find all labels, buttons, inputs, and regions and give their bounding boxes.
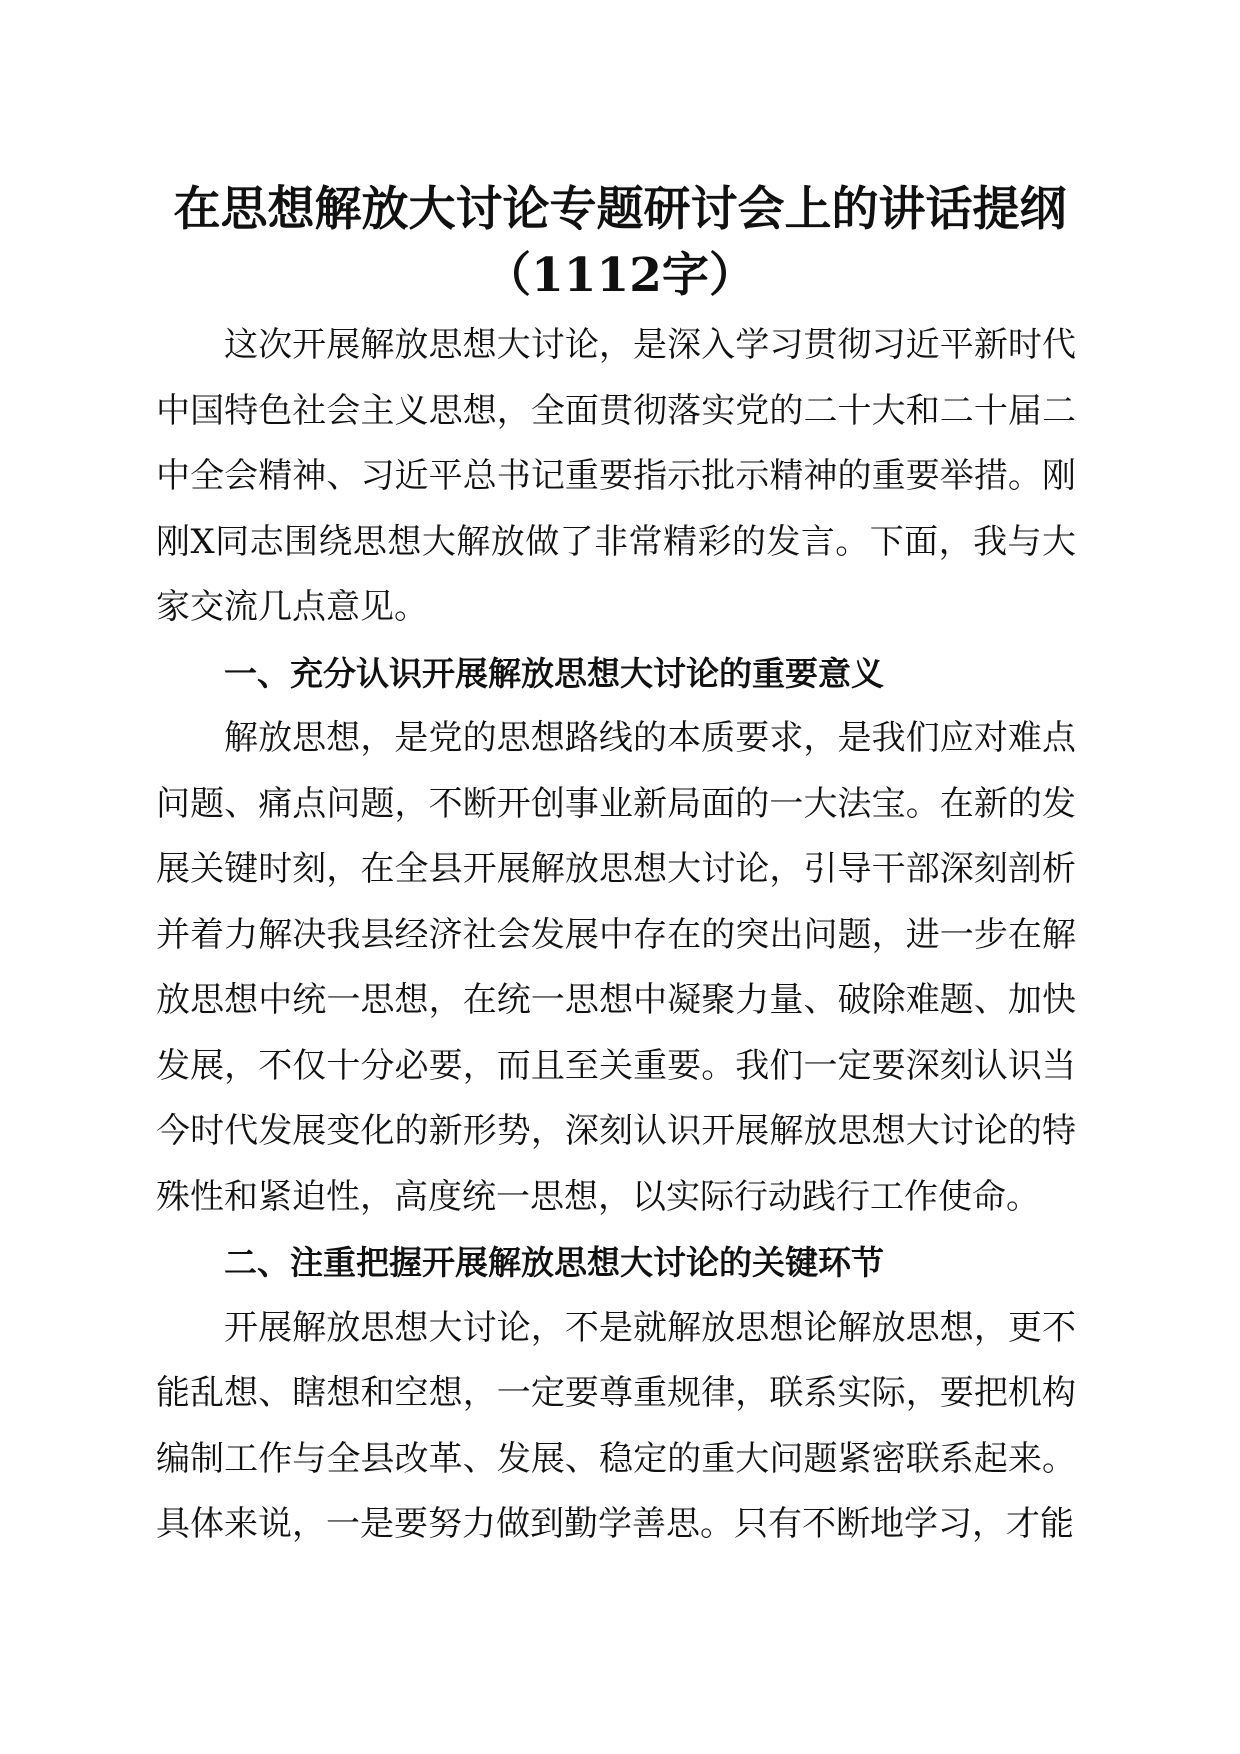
section-2-paragraph: 开展解放思想大讨论，不是就解放思想论解放思想，更不能乱想、瞎想和空想，一定要尊重规律，联系实际，要把机构编制工作与全县改革、发展、稳定的重大问题紧密联系起来。具体来说，一是要努力做到勤学善思。只有不断地学习，才能 [156,1307,1076,1544]
section-heading-2: 二、注重把握开展解放思想大讨论的关键环节 [224,1243,884,1282]
document-word-count: （1112字） [484,248,756,303]
section-heading-1: 一、充分认识开展解放思想大讨论的重要意义 [224,653,884,693]
document-title: 在思想解放大讨论专题研讨会上的讲话提纲 [173,182,1067,237]
intro-paragraph: 这次开展解放思想大讨论，是深入学习贯彻习近平新时代中国特色社会主义思想，全面贯彻落实党的二十大和二十届二中全会精神、习近平总书记重要指示批示精神的重要举措。刚刚X同志围绕思想大解放做了非常精彩的发言。下面，我与大家交流几点意见。 [156,325,1076,627]
document-body [156,313,1076,1558]
section-1-paragraph: 解放思想，是党的思想路线的本质要求，是我们应对难点问题、痛点问题，不断开创事业新局面的一大法宝。在新的发展关键时刻，在全县开展解放思想大讨论，引导干部深刻剖析并着力解决我县经济社会发展中存在的突出问题，进一步在解放思想中统一思想，在统一思想中凝聚力量、破除难题、加快发展，不仅十分必要，而且至关重要。我们一定要深刻认识当今时代发展变化的新形势，深刻认识开展解放思想大讨论的特殊性和紧迫性，高度统一思想，以实际行动践行工作使命。 [156,718,1076,1217]
